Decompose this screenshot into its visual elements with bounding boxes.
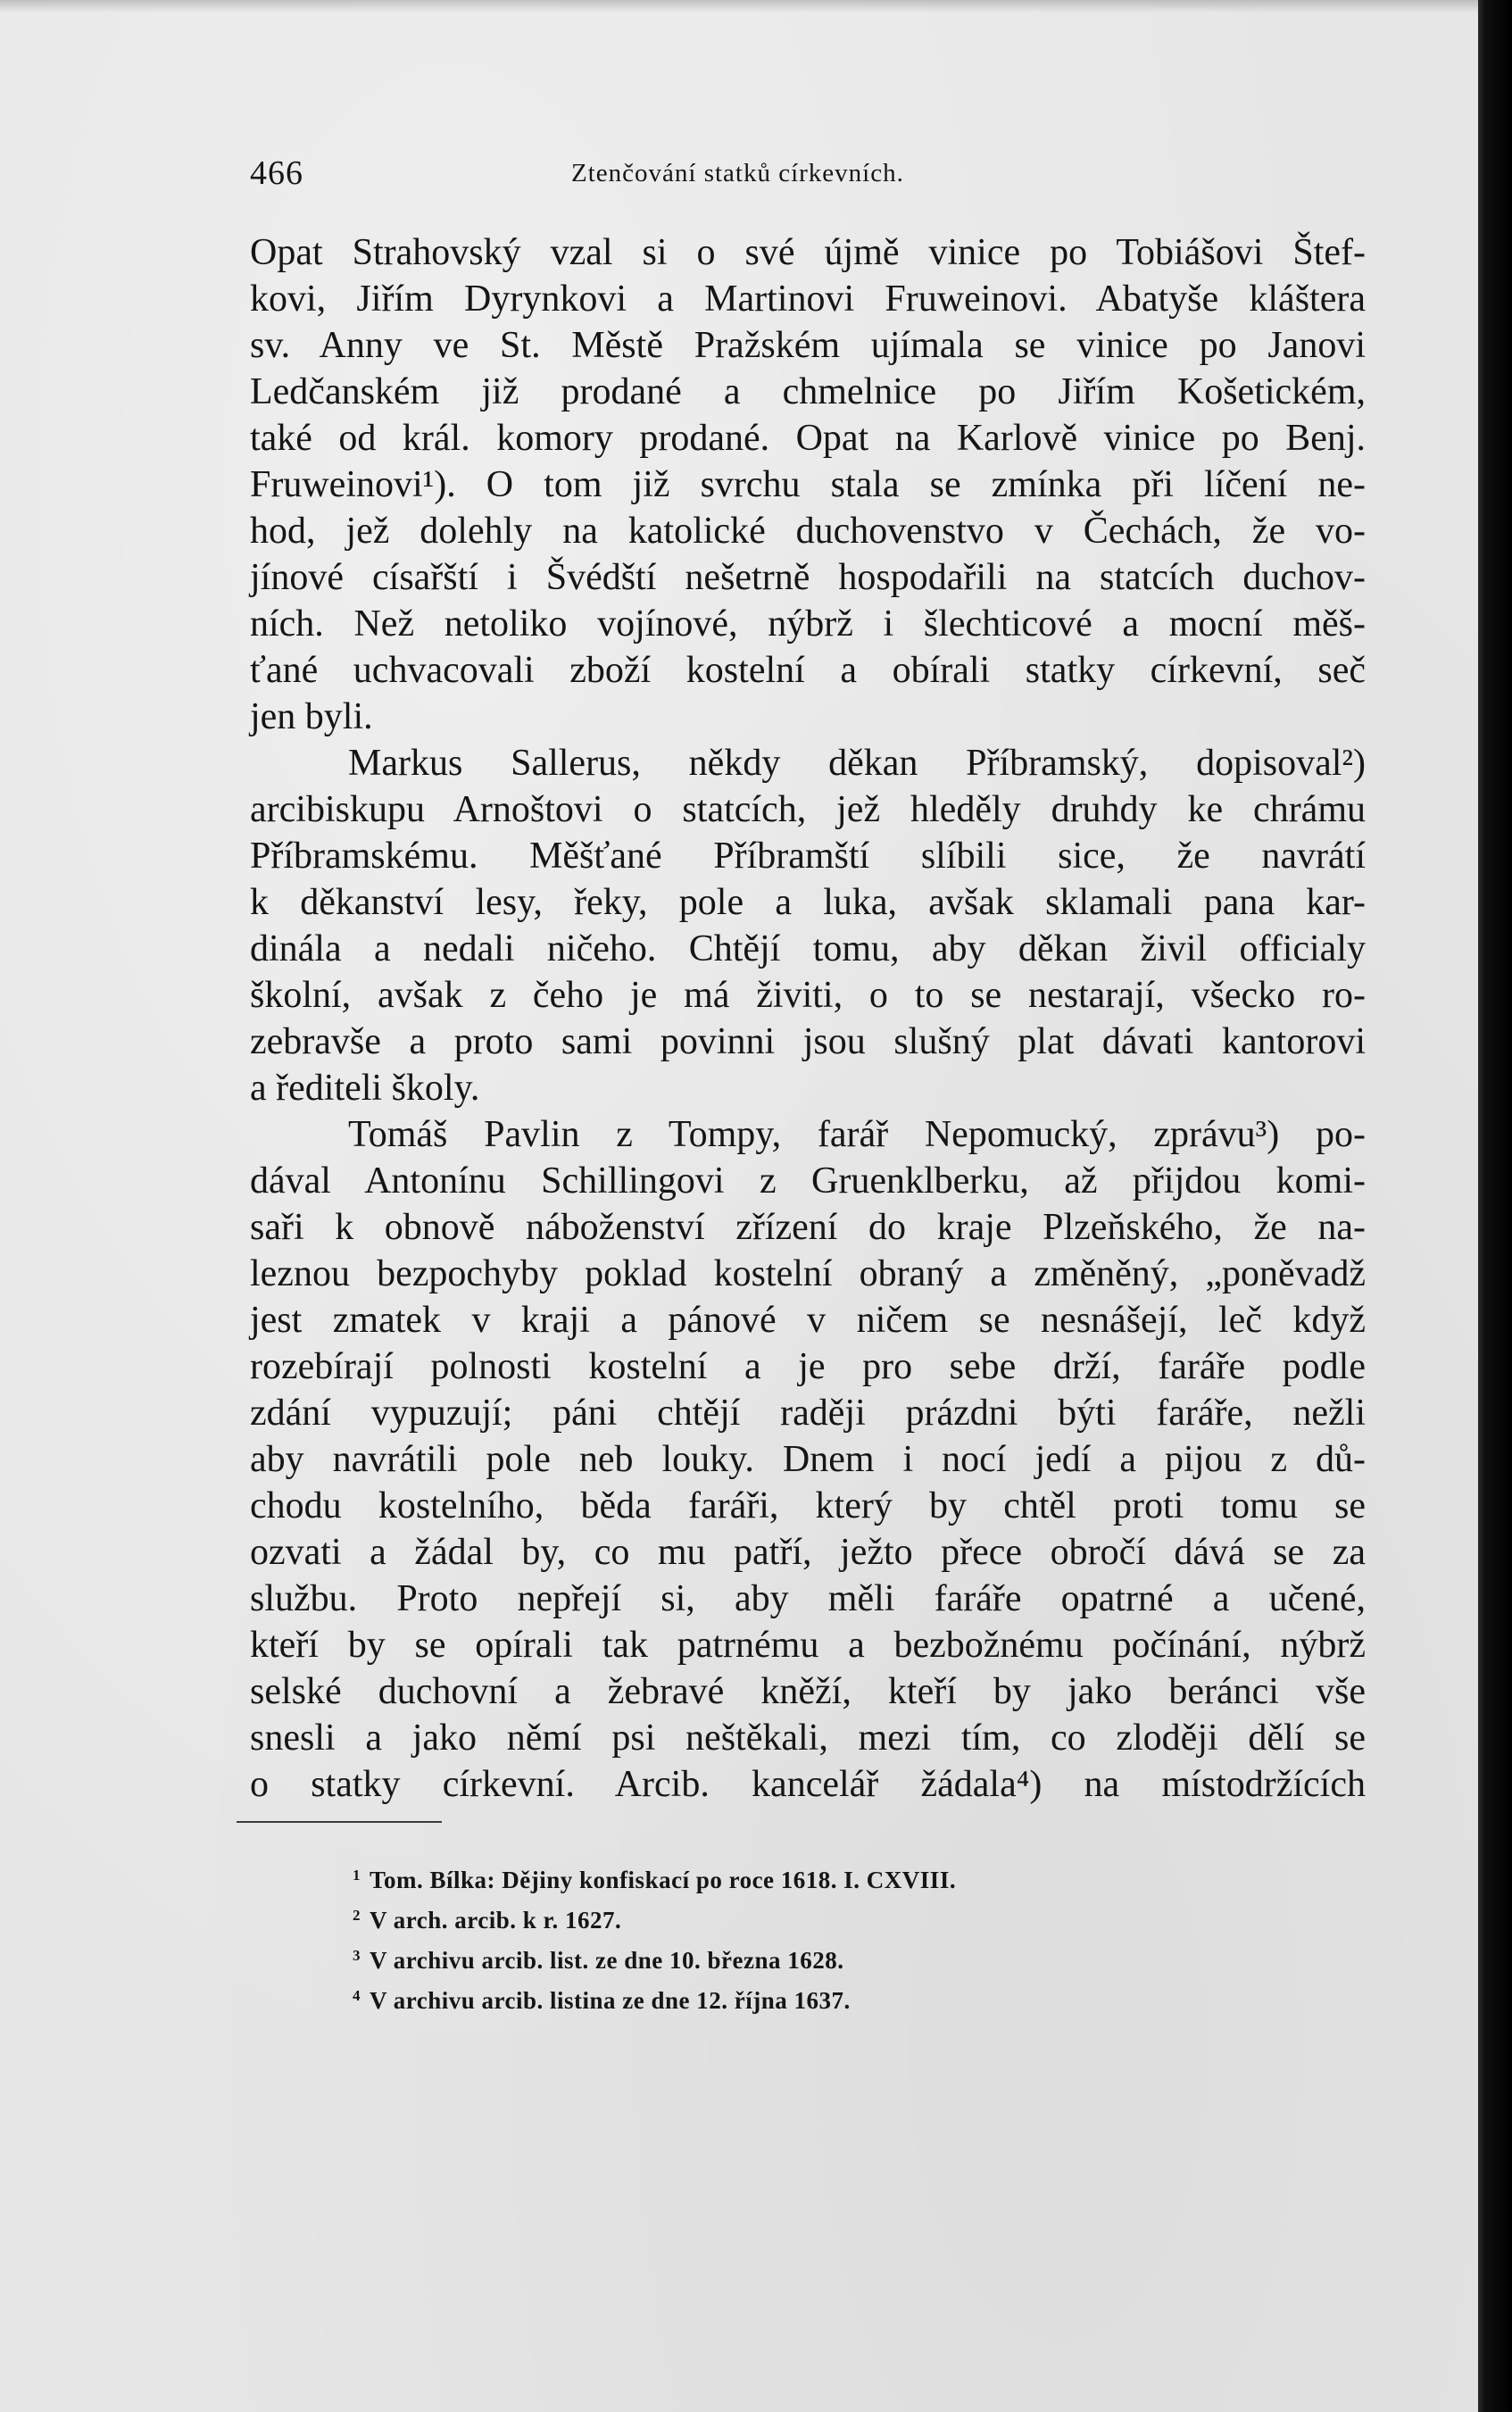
text-line: sv. Anny ve St. Městě Pražském ujímala se vinice po Janovi <box>250 325 1366 366</box>
page-binding-edge <box>1478 0 1512 2412</box>
text-line: rozebírají polnosti kostelní a je pro sebe drží, faráře podle <box>250 1346 1366 1387</box>
text-line: školní, avšak z čeho je má živiti, o to se nestarají, všecko ro- <box>250 975 1366 1016</box>
text-line: ních. Než netoliko vojínové, nýbrž i šlechticové a mocní měš- <box>250 603 1366 645</box>
text-line: Příbramskému. Měšťané Příbramští slíbili sice, že navrátí <box>250 836 1366 877</box>
text-line: Markus Sallerus, někdy děkan Příbramský, dopisoval²) <box>348 743 1366 784</box>
text-line: službu. Proto nepřejí si, aby měli faráře opatrné a učené, <box>250 1578 1366 1619</box>
footnote-text: V archivu arcib. list. ze dne 10. března 1628. <box>370 1947 844 1974</box>
running-title: Ztenčování statků církevních. <box>571 159 904 187</box>
text-line: o statky církevní. Arcib. kancelář žádala⁴) na místodržících <box>250 1764 1366 1805</box>
text-line: leznou bezpochyby poklad kostelní obraný a změněný, „poněvadž <box>250 1253 1366 1294</box>
text-line: selské duchovní a žebravé kněží, kteří by jako beránci vše <box>250 1671 1366 1712</box>
text-line: arcibiskupu Arnoštovi o statcích, jež hleděly druhdy ke chrámu <box>250 789 1366 830</box>
text-line: ťané uchvacovali zboží kostelní a obírali statky církevní, seč <box>250 650 1366 691</box>
footnotes <box>353 1855 1334 2016</box>
text-line: zebravše a proto sami povinni jsou slušný plat dávati kantorovi <box>250 1021 1366 1062</box>
footnote-mark: 3 <box>353 1947 361 1964</box>
footnote <box>353 1895 1334 1935</box>
text-line: chodu kostelního, běda faráři, který by chtěl proti tomu se <box>250 1485 1366 1526</box>
footnote-mark: 1 <box>353 1867 361 1884</box>
text-line: saři k obnově náboženství zřízení do kraje Plzeňského, že na- <box>250 1207 1366 1248</box>
page-top-shadow <box>0 0 1512 12</box>
text-line: aby navrátili pole neb louky. Dnem i nocí jedí a pijou z dů- <box>250 1439 1366 1480</box>
text-line: kteří by se opírali tak patrnému a bezbožnému počínání, nýbrž <box>250 1625 1366 1666</box>
footnote-text: V arch. arcib. k r. 1627. <box>370 1907 622 1934</box>
footnote-text: Tom. Bílka: Dějiny konfiskací po roce 1618. I. CXVIII. <box>370 1867 957 1893</box>
text-line: Ledčanském již prodané a chmelnice po Jiřím Košetickém, <box>250 371 1366 412</box>
text-line: hod, jež dolehly na katolické duchovenstvo v Čechách, že vo- <box>250 511 1366 552</box>
footnote-divider <box>237 1821 442 1823</box>
text-line: Tomáš Pavlin z Tompy, farář Nepomucký, zprávu³) po- <box>348 1114 1366 1155</box>
text-line: a řediteli školy. <box>250 1068 480 1109</box>
text-line: Opat Strahovský vzal si o své újmě vinice po Tobiášovi Štef- <box>250 232 1366 273</box>
text-line: kovi, Jiřím Dyrynkovi a Martinovi Fruweinovi. Abatyše kláštera <box>250 279 1366 320</box>
text-line: ozvati a žádal by, co mu patří, ježto přece obročí dává se za <box>250 1532 1366 1573</box>
text-line: zdání vypuzují; páni chtějí raději prázdni býti faráře, nežli <box>250 1393 1366 1434</box>
footnote-mark: 2 <box>353 1907 361 1924</box>
text-line: jest zmatek v kraji a pánové v ničem se nesnášejí, leč když <box>250 1300 1366 1341</box>
text-line: jen byli. <box>250 696 373 737</box>
footnote <box>353 1935 1334 1975</box>
text-line: dinála a nedali ničeho. Chtějí tomu, aby děkan živil officialy <box>250 928 1366 969</box>
text-line: jínové císařští i Švédští nešetrně hospodařili na statcích duchov- <box>250 557 1366 598</box>
footnote <box>353 1975 1334 2016</box>
footnote <box>353 1855 1334 1895</box>
body-text <box>250 229 1366 1808</box>
text-line: k děkanství lesy, řeky, pole a luka, avšak sklamali pana kar- <box>250 882 1366 923</box>
page-number: 466 <box>250 154 303 192</box>
text-line: Fruweinovi¹). O tom již svrchu stala se zmínka při líčení ne- <box>250 464 1366 505</box>
text-line: dával Antonínu Schillingovi z Gruenklberku, až přijdou komi- <box>250 1160 1366 1202</box>
page-header <box>250 154 1366 198</box>
footnote-text: V archivu arcib. listina ze dne 12. října 1637. <box>370 1987 851 2014</box>
text-line: také od král. komory prodané. Opat na Karlově vinice po Benj. <box>250 418 1366 459</box>
footnote-mark: 4 <box>353 1987 361 2004</box>
text-line: snesli a jako němí psi neštěkali, mezi tím, co zloději dělí se <box>250 1718 1366 1759</box>
